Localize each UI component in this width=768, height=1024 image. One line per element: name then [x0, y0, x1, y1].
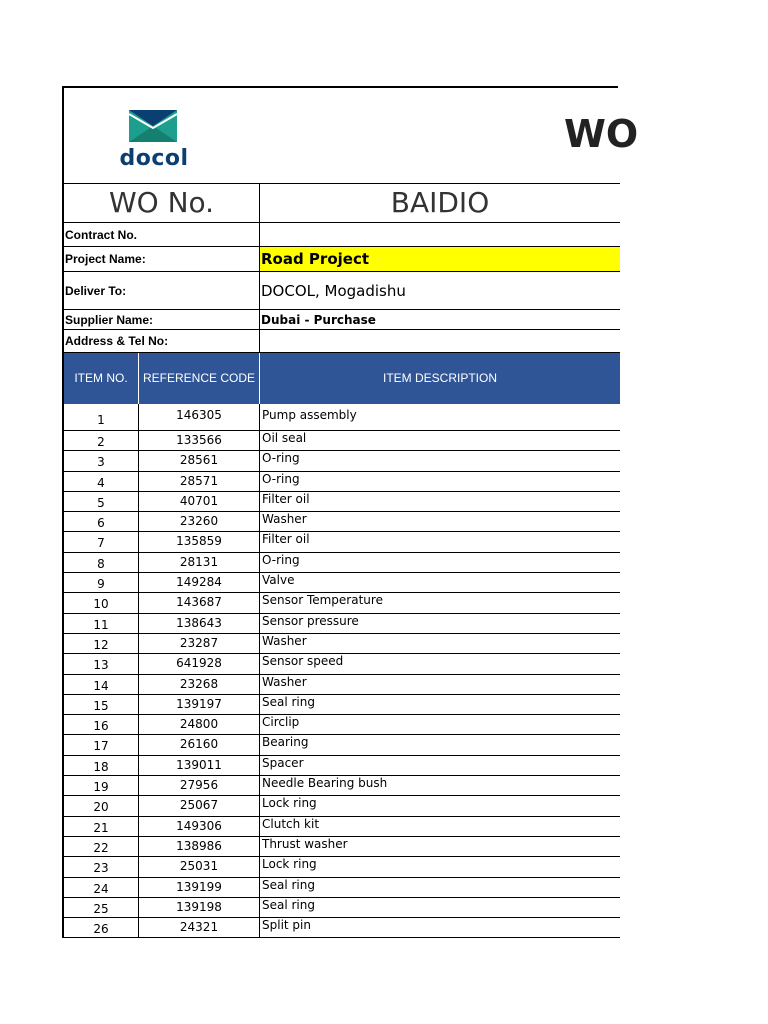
- item-description-cell: Needle Bearing bush: [262, 776, 388, 791]
- item-description-cell: Seal ring: [262, 694, 315, 709]
- item-description-cell: Bearing: [262, 735, 309, 750]
- reference-code-cell: 135859: [139, 532, 260, 551]
- logo-wordmark: docol: [119, 146, 189, 171]
- item-description-cell: Spacer: [262, 755, 304, 770]
- item-number-cell: 21: [64, 817, 139, 836]
- contract-value: [260, 223, 620, 246]
- company-logo: [109, 110, 199, 170]
- table-row: [64, 492, 620, 512]
- item-description-cell: Thrust washer: [262, 836, 348, 851]
- item-number-cell: 14: [64, 675, 139, 694]
- item-number-cell: 22: [64, 837, 139, 856]
- item-description-cell: Seal ring: [262, 877, 315, 892]
- wo-number-value: BAIDIO: [390, 186, 490, 219]
- supplier-row: [64, 310, 620, 330]
- reference-code-cell: 28561: [139, 451, 260, 470]
- item-description-cell: O-ring: [262, 451, 300, 466]
- item-number-cell: 19: [64, 776, 139, 795]
- wo-number-label: WO No.: [64, 184, 260, 222]
- reference-code-cell: 24321: [139, 918, 260, 937]
- table-row: [64, 532, 620, 552]
- table-row: [64, 593, 620, 613]
- project-value: Road Project: [260, 247, 620, 271]
- deliver-value: DOCOL, Mogadishu: [261, 281, 406, 300]
- item-number-cell: 3: [64, 451, 139, 470]
- table-row: [64, 553, 620, 573]
- item-number-cell: 20: [64, 796, 139, 815]
- item-description-cell: Circlip: [262, 715, 300, 730]
- reference-code-cell: 138643: [139, 614, 260, 633]
- reference-code-cell: 25067: [139, 796, 260, 815]
- item-description-cell: Valve: [262, 573, 295, 588]
- reference-code-cell: 23287: [139, 634, 260, 653]
- item-description-cell: Split pin: [262, 918, 311, 933]
- item-description-cell: Filter oil: [262, 491, 310, 506]
- table-row: [64, 878, 620, 898]
- item-description-cell: Sensor speed: [262, 654, 344, 669]
- items-table-body: [64, 404, 620, 938]
- table-row: [64, 735, 620, 755]
- item-number-cell: 26: [64, 918, 139, 937]
- table-row: [64, 837, 620, 857]
- column-header-item-description: ITEM DESCRIPTION: [382, 371, 497, 385]
- reference-code-cell: 149284: [139, 573, 260, 592]
- reference-code-cell: 23260: [139, 512, 260, 531]
- reference-code-cell: 138986: [139, 837, 260, 856]
- item-description-cell: Filter oil: [262, 532, 310, 547]
- table-row: [64, 817, 620, 837]
- table-row: [64, 898, 620, 918]
- item-number-cell: 8: [64, 553, 139, 572]
- reference-code-cell: 139199: [139, 878, 260, 897]
- item-description-cell: Pump assembly: [262, 408, 357, 422]
- project-row: [64, 247, 620, 272]
- deliver-label: Deliver To:: [64, 272, 260, 309]
- item-description-cell: O-ring: [262, 471, 300, 486]
- item-number-cell: 4: [64, 472, 139, 491]
- item-description-cell: Washer: [262, 674, 307, 689]
- reference-code-cell: 23268: [139, 675, 260, 694]
- reference-code-cell: 28571: [139, 472, 260, 491]
- table-row: [64, 512, 620, 532]
- reference-code-cell: 139011: [139, 756, 260, 775]
- table-row: [64, 918, 620, 938]
- project-label: Project Name:: [64, 247, 260, 271]
- table-row: [64, 573, 620, 593]
- contract-row: [64, 223, 620, 247]
- item-description-cell: Seal ring: [262, 897, 315, 912]
- item-number-cell: 2: [64, 431, 139, 450]
- item-number-cell: 12: [64, 634, 139, 653]
- reference-code-cell: 149306: [139, 817, 260, 836]
- supplier-label: Supplier Name:: [64, 310, 260, 329]
- reference-code-cell: 24800: [139, 715, 260, 734]
- table-row: [64, 796, 620, 816]
- items-table-header: [64, 353, 620, 404]
- item-description-cell: Lock ring: [262, 796, 317, 811]
- table-row: [64, 634, 620, 654]
- table-row: [64, 451, 620, 471]
- item-number-cell: 7: [64, 532, 139, 551]
- item-number-cell: 9: [64, 573, 139, 592]
- item-description-cell: Sensor Temperature: [262, 593, 383, 608]
- item-description-cell: Washer: [262, 512, 307, 527]
- table-row: [64, 695, 620, 715]
- reference-code-cell: 27956: [139, 776, 260, 795]
- item-number-cell: 6: [64, 512, 139, 531]
- table-row: [64, 756, 620, 776]
- table-row: [64, 472, 620, 492]
- reference-code-cell: 139197: [139, 695, 260, 714]
- address-row: [64, 330, 620, 353]
- column-header-item-no: ITEM NO.: [64, 353, 139, 404]
- reference-code-cell: 641928: [139, 654, 260, 673]
- reference-code-cell: 139198: [139, 898, 260, 917]
- address-label: Address & Tel No:: [64, 330, 260, 352]
- item-description-cell: Oil seal: [262, 431, 307, 445]
- column-header-reference-code: REFERENCE CODE: [139, 353, 260, 404]
- table-row: [64, 776, 620, 796]
- work-order-sheet: [62, 86, 639, 938]
- item-number-cell: 5: [64, 492, 139, 511]
- table-row: [64, 857, 620, 877]
- table-row: [64, 675, 620, 695]
- reference-code-cell: 25031: [139, 857, 260, 876]
- item-description-cell: Washer: [262, 633, 307, 648]
- item-description-cell: Lock ring: [262, 857, 317, 872]
- wo-number-row: [64, 184, 620, 223]
- reference-code-cell: 146305: [139, 404, 260, 430]
- reference-code-cell: 143687: [139, 593, 260, 612]
- item-number-cell: 18: [64, 756, 139, 775]
- item-number-cell: 15: [64, 695, 139, 714]
- item-number-cell: 13: [64, 654, 139, 673]
- item-description-cell: Sensor pressure: [262, 613, 359, 628]
- docol-logo-icon: [129, 110, 177, 142]
- table-row: [64, 431, 620, 451]
- item-description-cell: Clutch kit: [262, 816, 320, 831]
- table-row: [64, 404, 620, 431]
- table-row: [64, 715, 620, 735]
- item-description-cell: O-ring: [262, 552, 300, 567]
- item-number-cell: 11: [64, 614, 139, 633]
- supplier-value: Dubai - Purchase: [261, 312, 376, 327]
- item-number-cell: 23: [64, 857, 139, 876]
- sheet-header: [64, 88, 639, 184]
- reference-code-cell: 26160: [139, 735, 260, 754]
- table-row: [64, 654, 620, 674]
- reference-code-cell: 133566: [139, 431, 260, 450]
- item-number-cell: 17: [64, 735, 139, 754]
- item-number-cell: 10: [64, 593, 139, 612]
- reference-code-cell: 40701: [139, 492, 260, 511]
- deliver-row: [64, 272, 620, 310]
- item-number-cell: 25: [64, 898, 139, 917]
- item-number-cell: 24: [64, 878, 139, 897]
- address-value: [260, 330, 620, 352]
- contract-label: Contract No.: [64, 223, 260, 246]
- reference-code-cell: 28131: [139, 553, 260, 572]
- document-title: WO: [564, 112, 639, 156]
- item-number-cell: 16: [64, 715, 139, 734]
- item-number-cell: 1: [64, 404, 139, 430]
- table-row: [64, 614, 620, 634]
